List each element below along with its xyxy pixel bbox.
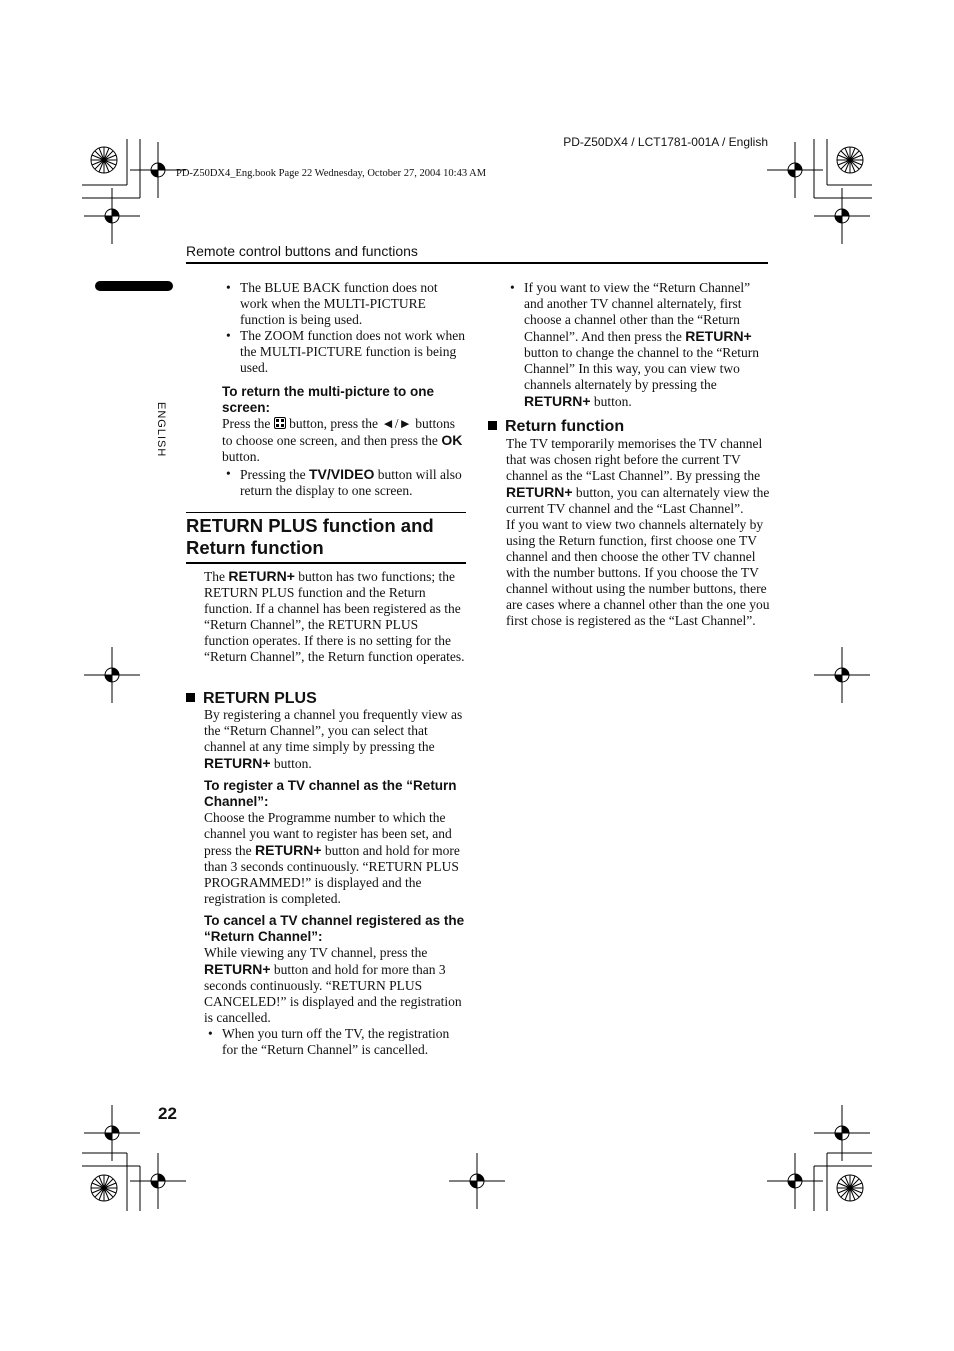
return-plus-body: By registering a channel you frequently view as the “Return Channel”, you can select that channel at any time simply by pressing the RETURN+ button. bbox=[204, 707, 463, 771]
tv-video-button-label: TV/VIDEO bbox=[309, 466, 375, 482]
register-heading: To register a TV channel as the “Return Channel”: bbox=[204, 778, 457, 809]
section-title: Remote control buttons and functions bbox=[186, 243, 418, 259]
return-function-heading: Return function bbox=[488, 418, 624, 436]
top-bullets bbox=[222, 280, 466, 376]
return-plus-button-label: RETURN+ bbox=[685, 328, 752, 344]
side-tab-bar bbox=[95, 281, 173, 291]
header-rule bbox=[186, 262, 768, 264]
multi-picture-icon bbox=[274, 417, 286, 429]
return-multi-block bbox=[222, 384, 466, 499]
heading-bottom-rule bbox=[186, 562, 466, 564]
cancel-block bbox=[204, 913, 466, 1058]
list-item: • Pressing the TV/VIDEO button will also return the display to one screen. bbox=[222, 466, 466, 499]
return-function-body: The TV temporarily memorises the TV channel that was chosen right before the current TV channel as the “Last Channel”. By pressing the RETURN+ button, you can alternately view the current TV channel and the “Last Channel”. If you want to view two channels alternately by using the Return function, first choose one TV channel and then choose the other TV channel with the number buttons. If you choose the TV channel without using the number buttons, there are cases where a channel other than the one you first chose is registered as the “Last Channel”. bbox=[506, 436, 770, 628]
return-multi-text: Press the button, press the ◄/► buttons to choose one screen, and then press the OK button. bbox=[222, 416, 463, 464]
heading-top-rule bbox=[186, 512, 466, 513]
square-bullet-icon bbox=[186, 693, 195, 702]
return-plus-button-label: RETURN+ bbox=[506, 484, 573, 500]
book-info-line: PD-Z50DX4_Eng.book Page 22 Wednesday, October 27, 2004 10:43 AM bbox=[176, 168, 487, 179]
main-heading: RETURN PLUS function and Return function bbox=[186, 515, 434, 558]
list-item: • When you turn off the TV, the registration for the “Return Channel” is cancelled. bbox=[204, 1026, 466, 1058]
side-tab-language: ENGLISH bbox=[155, 402, 167, 458]
tvvideo-bullet-list bbox=[222, 466, 466, 499]
ok-button-label: OK bbox=[441, 432, 463, 448]
list-item: • The BLUE BACK function does not work when the MULTI-PICTURE function is being used. bbox=[222, 280, 466, 328]
document-id: PD-Z50DX4 / LCT1781-001A / English bbox=[563, 135, 768, 149]
return-function-body-2: If you want to view two channels alternately by using the Return function, first choose one TV channel and then choose the other TV channel with the number buttons. If you choose the TV channel without using the number buttons, there are cases where a channel other than the one you first chose is registered as the “Last Channel”. bbox=[506, 517, 770, 628]
return-plus-button-label: RETURN+ bbox=[204, 961, 271, 977]
right-bullet-block bbox=[506, 280, 770, 410]
cancel-heading: To cancel a TV channel registered as the “Return Channel”: bbox=[204, 913, 465, 944]
cancel-text: While viewing any TV channel, press the RETURN+ button and hold for more than 3 seconds continuously. “RETURN PLUS CANCELED!” is displayed and the registration is cancelled. bbox=[204, 945, 462, 1025]
return-plus-button-label: RETURN+ bbox=[524, 393, 591, 409]
return-plus-button-label: RETURN+ bbox=[228, 568, 295, 584]
return-plus-button-label: RETURN+ bbox=[255, 842, 322, 858]
list-item: • The ZOOM function does not work when the MULTI-PICTURE function is being used. bbox=[222, 328, 466, 376]
return-plus-heading: RETURN PLUS bbox=[186, 690, 317, 708]
list-item: • If you want to view the “Return Channel” and another TV channel alternately, first choose a channel other than the “Return Channel”. And then press the RETURN+ button to change the channel to the “Return Channel” In this way, you can view two channels alternately by pressing the RETURN+ button. bbox=[506, 280, 770, 410]
intro-paragraph: The RETURN+ button has two functions; the RETURN PLUS function and the Return function. If a channel has been registered as the “Return Channel”, the RETURN PLUS function operates. If there is no setting for the “Return Channel”, the Return function operates. bbox=[204, 568, 465, 664]
return-plus-button-label: RETURN+ bbox=[204, 755, 271, 771]
bullet-list bbox=[222, 280, 466, 376]
register-block bbox=[204, 778, 466, 907]
page-number: 22 bbox=[158, 1104, 177, 1123]
bullet-list bbox=[506, 280, 770, 410]
register-text: Choose the Programme number to which the channel you want to register has been set, and press the RETURN+ button and hold for more than 3 seconds continuously. “RETURN PLUS PROGRAMMED!” is displayed and the registration is completed. bbox=[204, 810, 460, 906]
return-multi-heading: To return the multi-picture to one screen: bbox=[222, 384, 434, 415]
square-bullet-icon bbox=[488, 421, 497, 430]
cancel-bullet-list bbox=[204, 1026, 466, 1058]
